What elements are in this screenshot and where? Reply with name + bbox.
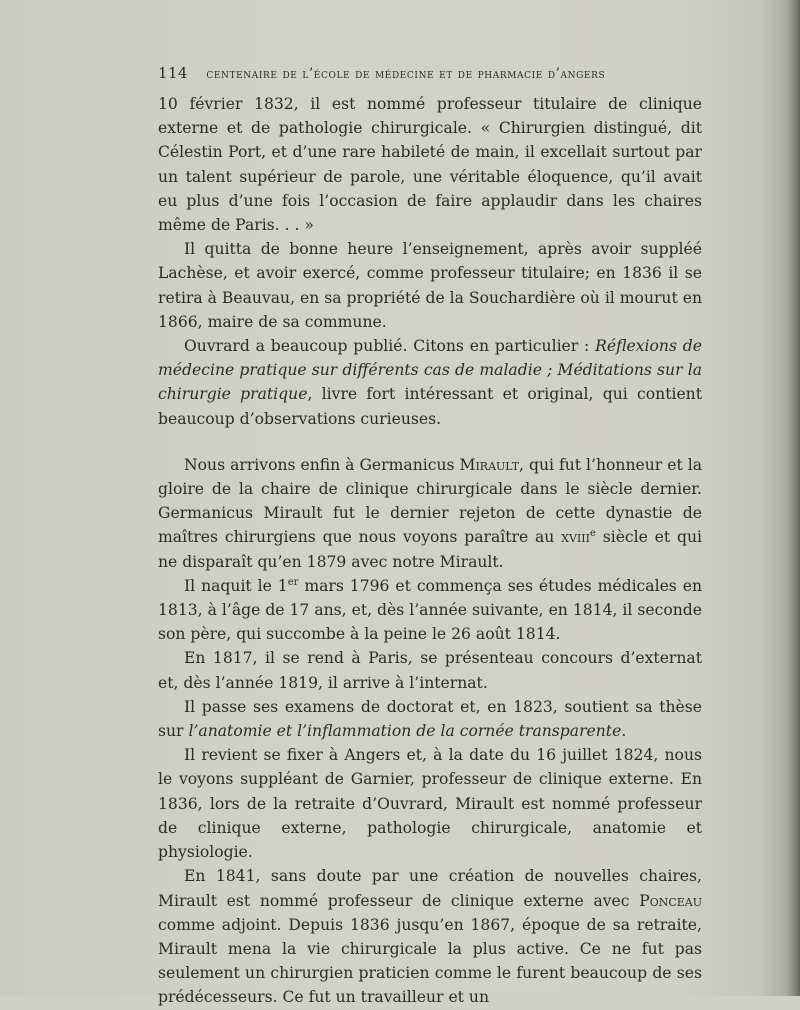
century: xviii [561,528,590,547]
thesis-title: l’anatomie et l’inflammation de la cornée transparente [188,722,622,741]
body-text [158,92,702,1010]
paragraph [158,695,702,743]
text-run: Ouvrard a beaucoup publié. Citons en particulier : [184,337,596,356]
surname: Mirault [459,455,520,474]
paragraph [158,334,702,431]
surname: Ponceau [639,891,702,910]
text-run: , qui fut l’honneur et la gloire de la chaire de clinique chirurgicale dans le siècle dernier. Germanicus Mirault fut le dernier rejeton de cette dynastie de maîtres chirurgiens que nous voyons paraître au [158,455,702,547]
paragraph: 10 février 1832, il est nommé professeur titulaire de clinique externe et de pathologie chirurgicale. « Chirurgien distingué, dit Célestin Port, et d’une rare habileté de main, il excellait surtout par un talent supérieur de parole, une véritable éloquence, qu’il avait eu plus d’une fois l’occasion de faire applaudir dans les chaires même de Paris. . . » [158,95,702,235]
text-run: mars 1796 et commença ses études médicales en 1813, à l’âge de 17 ans, et, dès l’année suivante, en 1814, il seconde son père, qui succombe à la peine le 26 août 1814. [158,576,702,644]
text-run: siècle et qui ne disparaît qu’en 1879 avec notre Mirault. [158,528,703,571]
paragraph [158,453,702,574]
text-run: comme adjoint. Depuis 1836 jusqu’en 1867, époque de sa retraite, Mirault mena la vie chirurgicale la plus active. Ce ne fut pas seulement un chirurgien praticien comme le furent beaucoup de ses prédécesseurs. Ce fut un travailleur et un [158,915,702,1007]
paragraph [158,574,702,647]
text-run: , livre fort intéressant et original, qui contient beaucoup d’observations curieuses. [158,385,702,428]
running-title: centenaire de l’école de médecine et de pharmacie d’angers [206,66,606,82]
text-run: En 1841, sans doute par une création de nouvelles chaires, Mirault est nommé professeur de clinique externe avec [158,867,702,910]
century-superscript: e [589,528,596,540]
text-run: Nous arrivons enfin à Germanicus [184,455,460,474]
ordinal-superscript: er [287,576,299,588]
text-run: . [621,722,627,741]
book-title: Réflexions de médecine pratique sur différents cas de maladie ; Méditations sur la chirurgie pratique [158,337,702,404]
page-number: 114 [158,64,188,82]
running-head [158,64,718,82]
paragraph [158,864,702,1009]
paragraph: Il revient se fixer à Angers et, à la date du 16 juillet 1824, nous le voyons suppléant de Garnier, professeur de clinique externe. En 1836, lors de la retraite d’Ouvrard, Mirault est nommé professeur de clinique externe, pathologie chirurgicale, anatomie et physiologie. [158,746,702,862]
text-run: Il passe ses examens de doctorat et, en 1823, soutient sa thèse sur [158,697,702,741]
text-run: Il naquit le 1 [184,576,288,595]
paragraph: En 1817, il se rend à Paris, se présenteau concours d’externat et, dès l’année 1819, il arrive à l’internat. [158,649,702,692]
paragraph: Il quitta de bonne heure l’enseignement, après avoir suppléé Lachèse, et avoir exercé, comme professeur titulaire; en 1836 il se retira à Beauvau, en sa propriété de la Souchardière où il mourut en 1866, maire de sa commune. [158,240,702,331]
page-edge-shadow [786,0,800,996]
